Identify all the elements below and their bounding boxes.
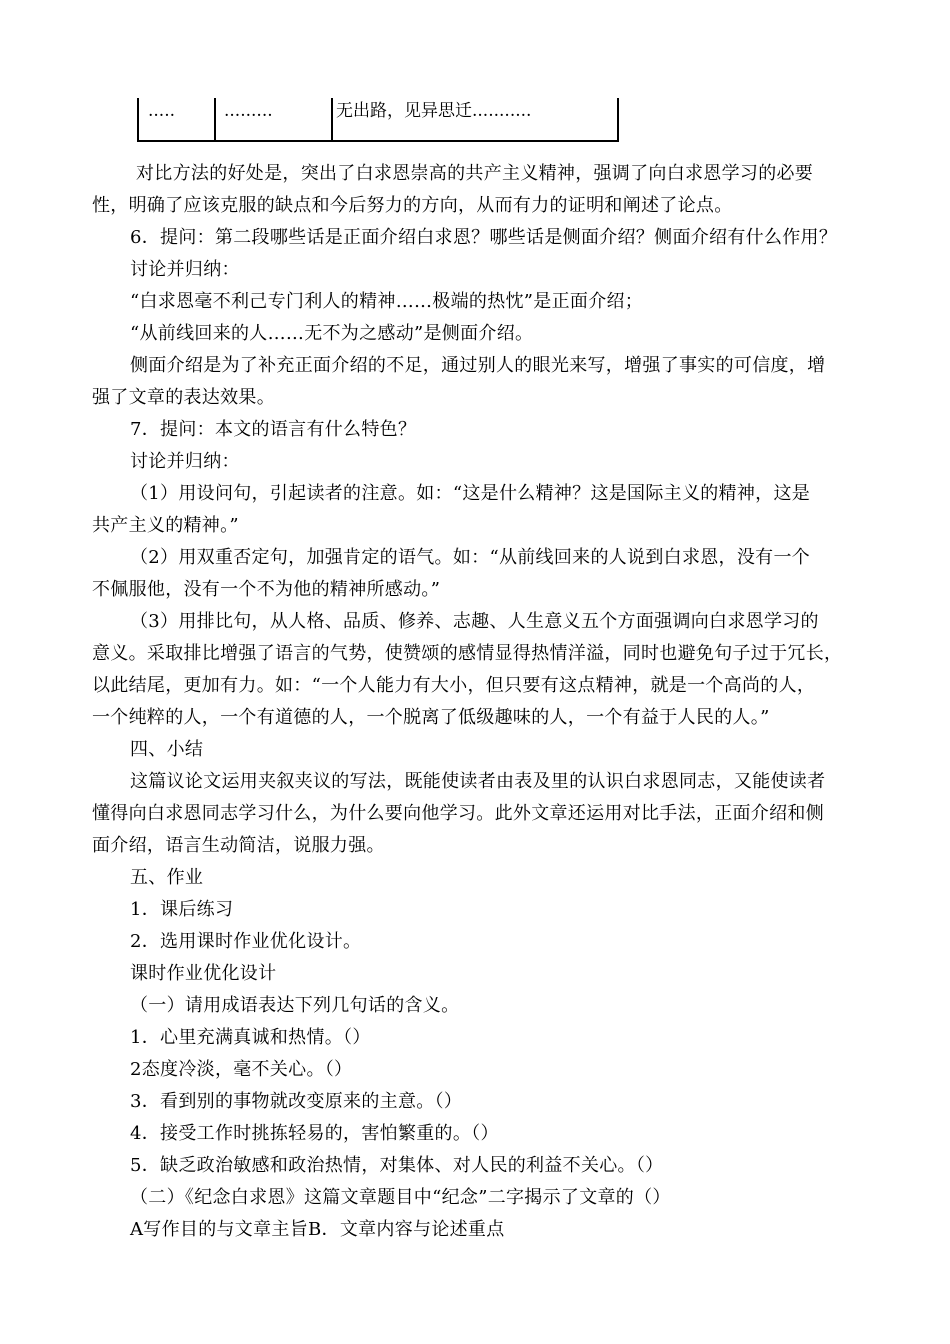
paragraph-line: （3）用排比句，从人格、品质、修养、志趣、人生意义五个方面强调向白求恩学习的 [130, 611, 819, 632]
paragraph-line: 懂得向白求恩同志学习什么，为什么要向他学习。此外文章还运用对比手法，正面介绍和侧 [92, 803, 824, 824]
section-heading: 四、小结 [130, 739, 204, 760]
paragraph-line: 意义。采取排比增强了语言的气势，使赞颂的感情显得热情洋溢，同时也避免句子过于冗长， [92, 643, 843, 664]
table-border [617, 98, 619, 142]
paragraph-line: 性，明确了应该克服的缺点和今后努力的方向，从而有力的证明和阐述了论点。 [92, 195, 733, 216]
paragraph-line: 强了文章的表达效果。 [92, 387, 275, 408]
paragraph-line: 以此结尾，更加有力。如：“一个人能力有大小，但只要有这点精神，就是一个高尚的人， [92, 675, 816, 696]
paragraph-line: 一个纯粹的人，一个有道德的人，一个脱离了低级趣味的人，一个有益于人民的人。” [92, 707, 770, 728]
paragraph-line: 不佩服他，没有一个不为他的精神所感动。” [92, 579, 441, 600]
paragraph-line: 课时作业优化设计 [130, 963, 277, 984]
paragraph-line: “白求恩毫不利己专门利人的精神……极端的热忱”是正面介绍； [130, 291, 644, 312]
question-line: 6．提问：第二段哪些话是正面介绍白求恩？哪些话是侧面介绍？侧面介绍有什么作用？ [130, 227, 838, 248]
exercise-option: A写作目的与文章主旨B．文章内容与论述重点 [130, 1219, 505, 1240]
table-border [137, 98, 139, 142]
paragraph-line: 讨论并归纳： [130, 451, 240, 472]
table-cell: ..... [148, 101, 176, 121]
exercise-item: 1．心里充满真诚和热情。（） [130, 1027, 371, 1048]
list-item: 2．选用课时作业优化设计。 [130, 931, 362, 952]
table-border [331, 98, 333, 142]
exercise-item: 5．缺乏政治敏感和政治热情，对集体、对人民的利益不关心。（） [130, 1155, 664, 1176]
table-cell: 无出路，见异思迁........... [336, 101, 532, 121]
exercise-item: 4．接受工作时挑拣轻易的，害怕繁重的。（） [130, 1123, 499, 1144]
paragraph-line: 共产主义的精神。” [92, 515, 239, 536]
paragraph-line: 这篇议论文运用夹叙夹议的写法，既能使读者由表及里的认识白求恩同志，又能使读者 [130, 771, 826, 792]
paragraph-line: （1）用设问句，引起读者的注意。如：“这是什么精神？这是国际主义的精神，这是 [130, 483, 811, 504]
paragraph-line: 对比方法的好处是，突出了白求恩崇高的共产主义精神，强调了向白求恩学习的必要 [136, 163, 814, 184]
table-bottom-border [137, 140, 619, 142]
table-cell: ......... [224, 101, 273, 121]
table-fragment [0, 0, 950, 150]
paragraph-line: “从前线回来的人……无不为之感动”是侧面介绍。 [130, 323, 534, 344]
paragraph-line: 面介绍，语言生动简洁，说服力强。 [92, 835, 385, 856]
paragraph-line: 侧面介绍是为了补充正面介绍的不足，通过别人的眼光来写，增强了事实的可信度，增 [130, 355, 826, 376]
paragraph-line: 讨论并归纳： [130, 259, 240, 280]
paragraph-line: （2）用双重否定句，加强肯定的语气。如：“从前线回来的人说到白求恩，没有一个 [130, 547, 811, 568]
list-item: 1．课后练习 [130, 899, 234, 920]
section-heading: 五、作业 [130, 867, 204, 888]
exercise-heading: （一）请用成语表达下列几句话的含义。 [130, 995, 460, 1016]
exercise-item: 2态度冷淡，毫不关心。（） [130, 1059, 353, 1080]
table-border [214, 98, 216, 142]
exercise-heading: （二）《纪念白求恩》这篇文章题目中“纪念”二字揭示了文章的（） [130, 1187, 671, 1208]
exercise-item: 3．看到别的事物就改变原来的主意。（） [130, 1091, 463, 1112]
question-line: 7．提问：本文的语言有什么特色？ [130, 419, 417, 440]
